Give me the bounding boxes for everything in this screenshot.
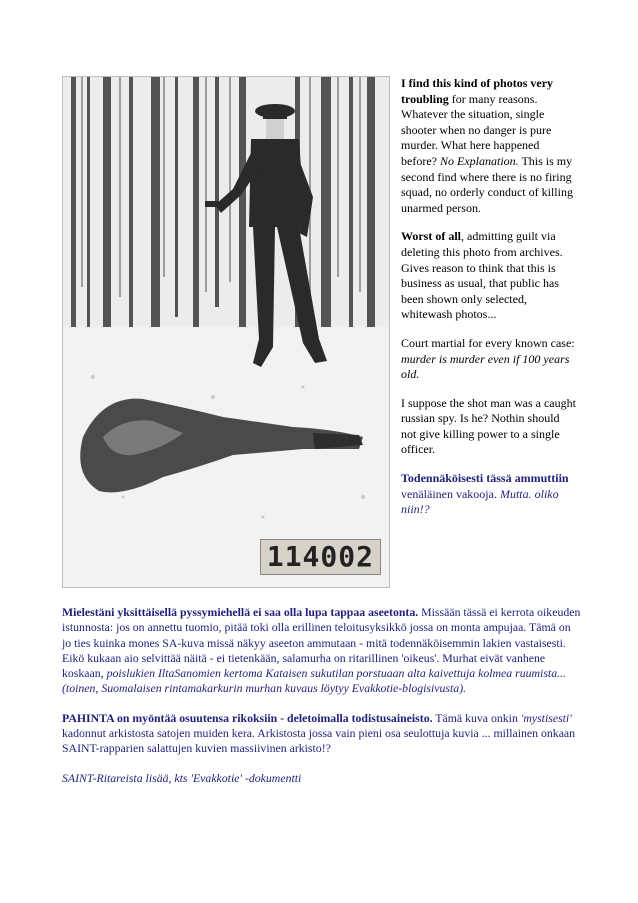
sidebar-p5-text: venäläinen vakooja. [401,486,500,501]
historical-photo [62,76,390,588]
sidebar-paragraph-4 [401,396,577,458]
sidebar-paragraph-1 [401,76,577,216]
photo-archive-number: 114002 [260,539,381,575]
sidebar-p5-bold: Todennäköisesti tässä ammuttiin [401,471,569,486]
body-paragraph-2 [62,711,582,757]
body-paragraph-1 [62,605,582,697]
main-text [62,605,582,800]
body-paragraph-3 [62,771,582,786]
body-p2-text2: kadonnut arkistosta satojen muiden kera. Arkistosta jossa vain pieni osa seulottuja kuvia ... millainen onkaan SAINT-rapparien salattujen kuvien massiivinen arkisto!? [62,726,576,756]
body-p1-italic: poislukien IltaSanomien kertoma Kataisen sukutilan porstuaan alta kaivettuja kolmea ruumista... (toinen, Suomalaisen rintamakarkurin murhan kuvaus löytyy Evakkotie-blogisivusta). [62,666,566,696]
sidebar-p4-text: I suppose the shot man was a caught russian spy. Is he? Nothin should not give killing power to a single officer. [401,395,576,457]
sidebar-p2-text: , admitting guilt via deleting this photo from archives. Gives reason to think that this is business as usual, that public has been shown only selected, whitewash photos... [401,229,563,322]
sidebar-paragraph-5 [401,471,577,518]
sidebar-p3-text: Court martial for every known case: [401,335,575,350]
body-p2-italic: 'mystisesti' [520,710,572,725]
body-p1-text: Missään tässä ei kerrota oikeuden istunnosta: jos on annettu tuomio, pitää toki olla erillinen teloitusyksikkö jossa on monta ampujaa. Tämä on jo ties kuinka mones SA-kuva missä näkyy aseeton ammutaan - mitä todennäköisemmin lakien vastaisesti. Eikö kukaan aio selvittää näitä - ei tietenkään, salamurha on ritarillinen 'oikeus'. Murhat eivät vanhene koskaan, [62,605,581,681]
sidebar-p1-text: for many reasons. Whatever the situation, single shooter when no danger is pure murder. What here happened before? [401,91,552,168]
sidebar-p1-text2: This is my second find where there is no firing squad, no orderly conduct of killing unarmed person. [401,153,573,215]
body-p3-italic: SAINT-Ritareista lisää, kts 'Evakkotie' -dokumentti [62,770,302,785]
sidebar-paragraph-3 [401,336,577,383]
photo-image [63,77,389,587]
body-p1-bold: Mielestäni yksittäisellä pyssymiehellä ei saa olla lupa tappaa aseetonta. [62,605,419,619]
sidebar-commentary [401,76,577,531]
sidebar-p5-italic: Mutta. oliko niin!? [401,486,559,517]
sidebar-p1-italic: No Explanation. [439,153,519,168]
sidebar-p1-bold: I find this kind of photos very troubling [401,76,554,106]
body-p2-bold: PAHINTA on myöntää osuutensa rikoksiin - deletoimalla todistusaineisto. [62,710,433,725]
body-p2-text: Tämä kuva onkin [432,710,521,725]
sidebar-p2-bold: Worst of all [401,229,461,244]
sidebar-paragraph-2 [401,229,577,323]
sidebar-p3-italic: murder is murder even if 100 years old. [401,351,570,382]
